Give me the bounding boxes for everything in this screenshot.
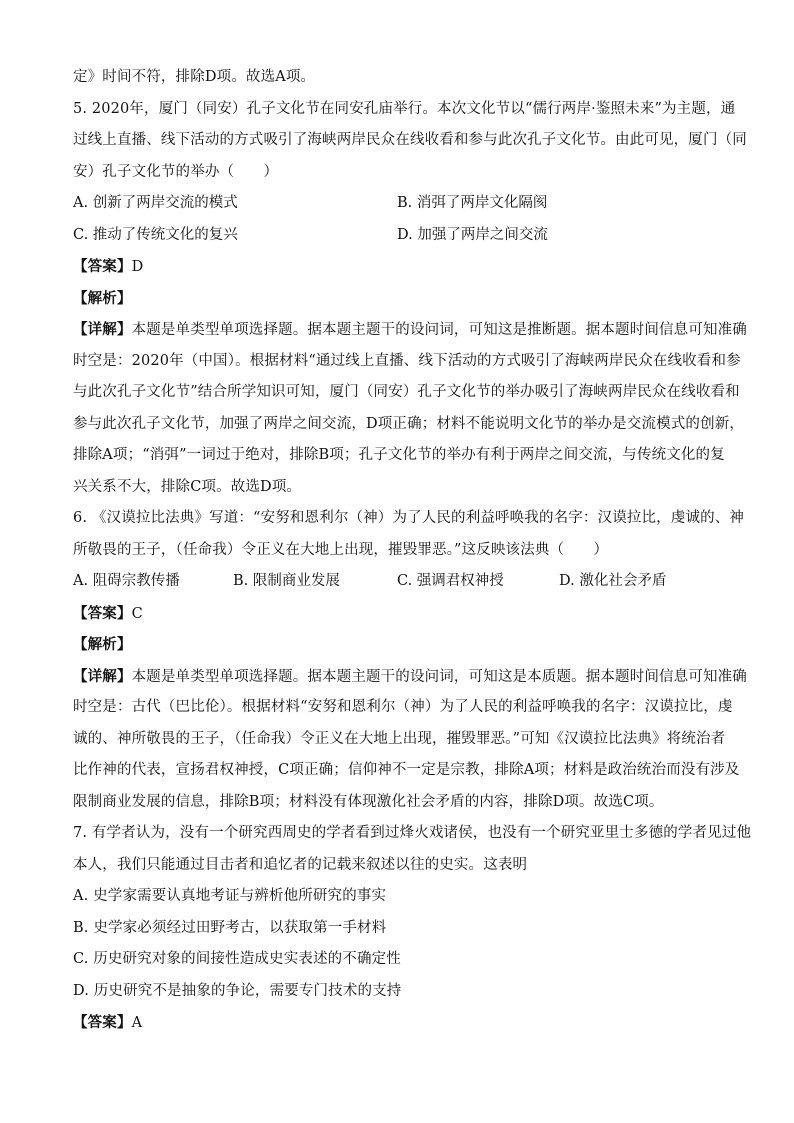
q5-options-row [73, 220, 721, 252]
analysis-tag: 【解析】 [73, 289, 132, 307]
q7-stem-line: 本人，我们只能通过目击者和追忆者的记载来叙述以往的史实。这表明 [73, 856, 528, 873]
q5-detail-line: 兴关系不大，排除C项。故选D项。 [73, 478, 302, 495]
q6-answer-value: C [131, 605, 143, 622]
q6-detail-line: 限制商业发展的信息，排除B项；材料没有体现激化社会矛盾的内容，排除D项。故选C项。 [73, 793, 664, 810]
question-6 [73, 503, 747, 818]
q7-option-b: B. 史学家必须经过田野考古，以获取第一手材料 [73, 919, 387, 936]
q5-detail-line: 时空是：2020年（中国）。根据材料“通过线上直播、线下活动的方式吸引了海峡两岸民众在线收看和参 [73, 352, 741, 369]
q5-analysis [73, 283, 721, 315]
q6-stem-line: 所敬畏的王子，（任命我）令正义在大地上出现，摧毁罪恶。”这反映该法典（ ） [73, 541, 609, 558]
question-5 [73, 94, 747, 504]
analysis-tag: 【解析】 [73, 636, 132, 653]
q5-stem-line: 5. 2020年，厦门（同安）孔子文化节在同安孔庙举行。本次文化节以“儒行两岸·鉴照未来”为主题，通 [73, 100, 736, 117]
answer-tag: 【答案】 [73, 604, 132, 622]
q6-detail-line: 【详解】本题是单类型单项选择题。据本题主题干的设问词，可知这是本质题。据本题时间信息可知准确 [73, 667, 747, 685]
q5-answer-value: D [131, 259, 144, 275]
q5-options-row [73, 188, 721, 220]
q6-options-row [73, 566, 721, 598]
q6-stem-line: 6. 《汉谟拉比法典》写道：“安努和恩利尔（神）为了人民的利益呼唤我的名字：汉谟拉比，虔诚的、神 [73, 510, 745, 526]
q5-detail-line: 参与此次孔子文化节，加强了两岸之间交流，D项正确；材料不能说明文化节的举办是交流模式的创新， [73, 415, 745, 432]
q5-option-b: B. 消弭了两岸文化隔阂 [397, 195, 548, 211]
document-page [73, 62, 752, 1039]
q6-option-b: B. 限制商业发展 [233, 573, 340, 589]
q6-answer [73, 598, 721, 630]
q6-option-a: A. 阻碍宗教传播 [73, 573, 180, 589]
q7-stem-line: 7. 有学者认为，没有一个研究西周史的学者看到过烽火戏诸侯，也没有一个研究亚里士多德的学者见过他 [73, 825, 752, 841]
q6-option-c: C. 强调君权神授 [397, 573, 504, 589]
question-7 [73, 818, 752, 1039]
q5-detail-line: 与此次孔子文化节”结合所学知识可知，厦门（同安）孔子文化节的举办吸引了海峡两岸民众在线收看和 [73, 384, 740, 400]
q5-stem-line: 安）孔子文化节的举办（ ） [73, 163, 279, 180]
q7-answer-value: A [131, 1015, 143, 1031]
q5-option-c: C. 推动了传统文化的复兴 [73, 226, 238, 243]
q6-detail-line: 比作神的代表，宣扬君权神授，C项正确；信仰神不一定是宗教，排除A项；材料是政治统治而没有涉及 [73, 762, 740, 778]
q6-analysis [73, 629, 721, 661]
q5-answer [73, 251, 721, 283]
q7-option-d: D. 历史研究不是抽象的争论，需要专门技术的支持 [73, 982, 402, 999]
q5-detail-line: 排除A项；“消弭”一词过于绝对，排除B项；孔子文化节的举办有利于两岸之间交流，与传统文化的复 [73, 447, 725, 463]
answer-tag: 【答案】 [73, 1014, 132, 1031]
q5-detail-line: 【详解】本题是单类型单项选择题。据本题主题干的设问词，可知这是推断题。据本题时间信息可知准确 [73, 321, 747, 338]
detail-tag: 【详解】 [73, 667, 132, 685]
q5-stem-line: 过线上直播、线下活动的方式吸引了海峡两岸民众在线收看和参与此次孔子文化节。由此可见，厦门（同 [73, 132, 747, 148]
q5-option-a: A. 创新了两岸交流的模式 [73, 195, 238, 211]
q7-option-c: C. 历史研究对象的间接性造成史实表述的不确定性 [73, 951, 401, 967]
q7-option-a: A. 史学家需要认真地考证与辨析他所研究的事实 [73, 888, 387, 904]
answer-tag: 【答案】 [73, 258, 132, 275]
q7-answer [73, 1007, 721, 1039]
q6-detail-line: 诚的、神所敬畏的王子，（任命我）令正义在大地上出现，摧毁罪恶。”可知《汉谟拉比法典》将统治者 [73, 730, 726, 747]
q6-option-d: D. 激化社会矛盾 [559, 573, 667, 589]
q6-detail-line: 时空是：古代（巴比伦）。根据材料“安努和恩利尔（神）为了人民的利益呼唤我的名字：汉谟拉比，虔 [73, 699, 733, 715]
q4-tail-text: 定》时间不符，排除D项。故选A项。 [73, 69, 316, 85]
q5-option-d: D. 加强了两岸之间交流 [397, 226, 548, 243]
detail-tag: 【详解】 [73, 321, 132, 338]
